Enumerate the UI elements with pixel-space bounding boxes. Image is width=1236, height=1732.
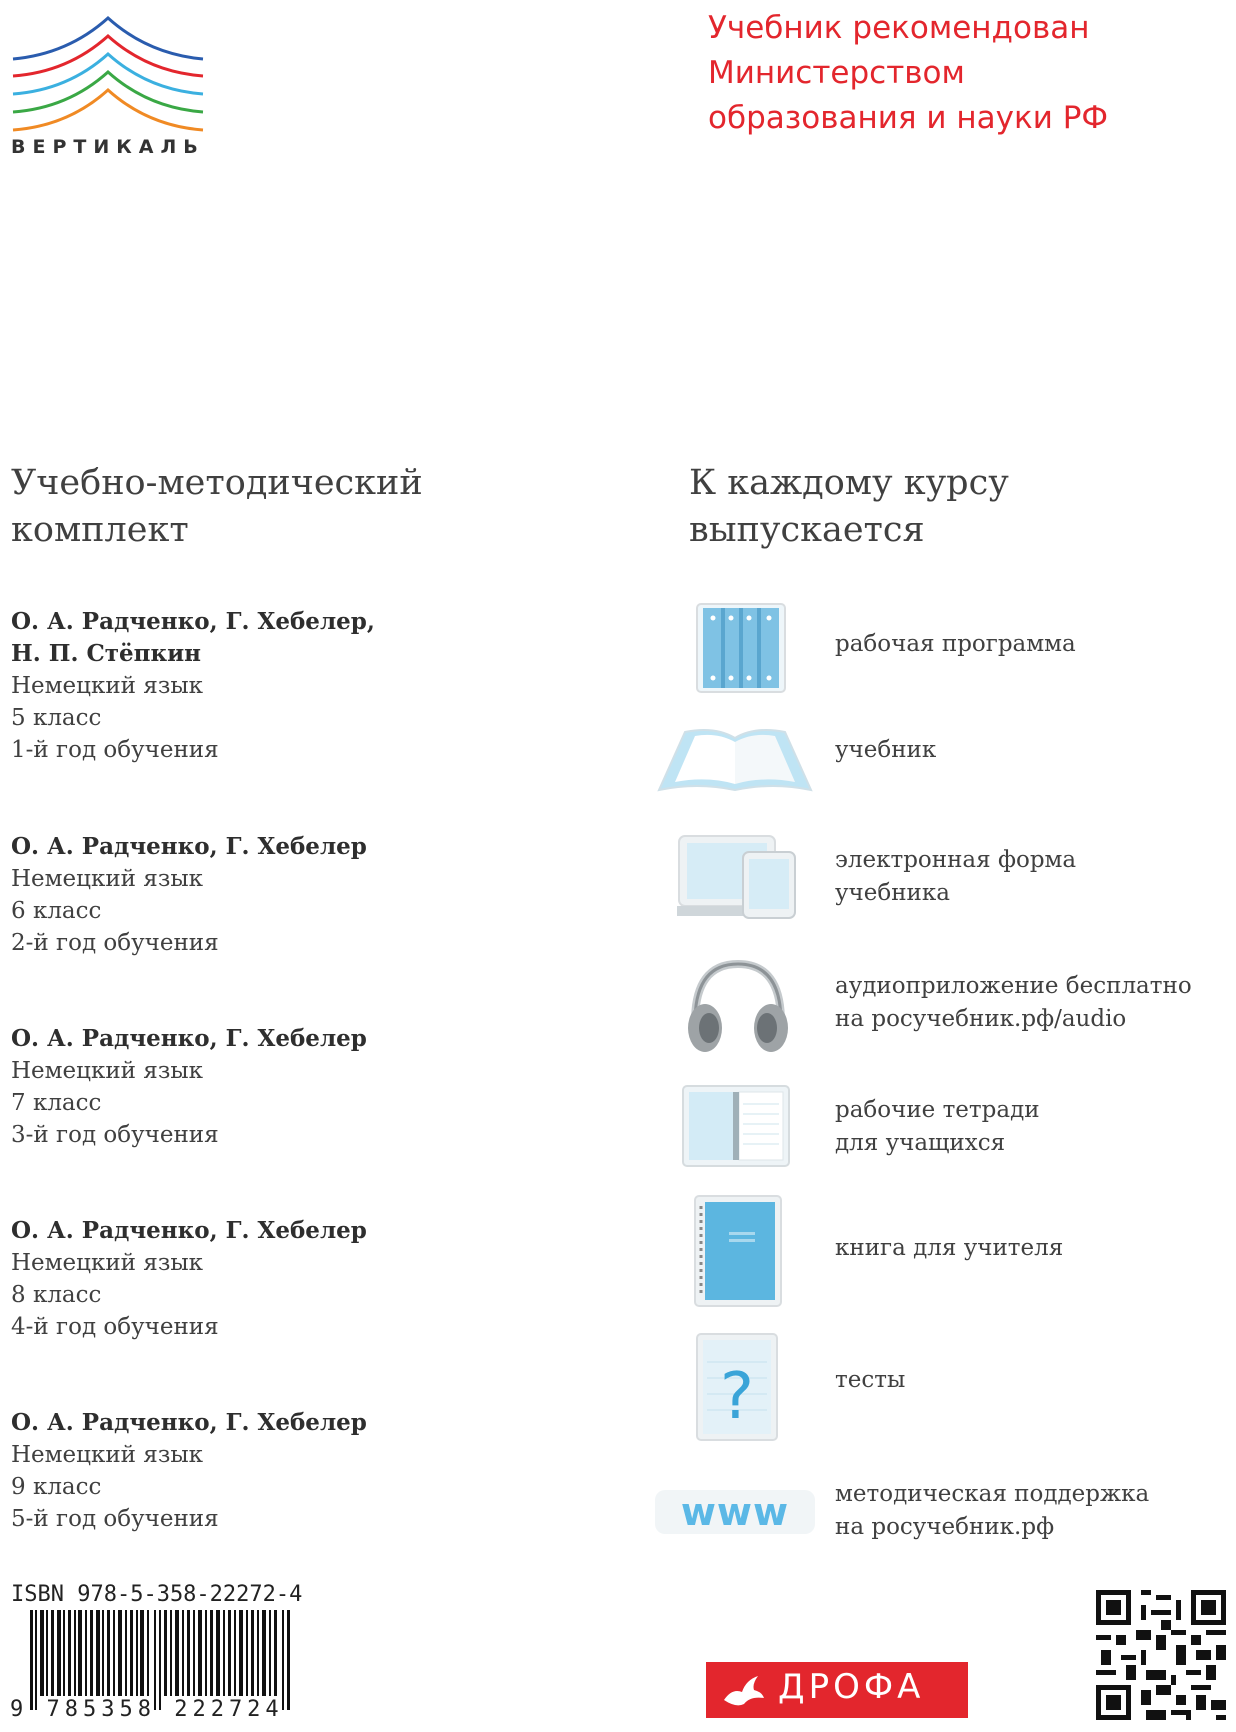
course-subject: Немецкий язык: [11, 1058, 204, 1084]
headphones-icon: [685, 958, 791, 1056]
component-label: [835, 1094, 1040, 1160]
course-authors: О. А. Радченко, Г. Хебелер: [11, 1025, 367, 1052]
course-year: 4-й год обучения: [11, 1314, 219, 1340]
component-textbook: [655, 718, 1215, 798]
component-label-line: методическая поддержка: [835, 1481, 1150, 1507]
isbn-text: ISBN 978-5-358-22272-4: [11, 1582, 303, 1607]
umk-heading: [11, 460, 423, 554]
component-label: [835, 628, 1076, 661]
notebook-icon: [693, 1194, 783, 1308]
umk-heading-line: Учебно-методический: [11, 463, 423, 503]
course-subject: Немецкий язык: [11, 673, 204, 699]
barcode-icon: [30, 1610, 292, 1710]
course-item-grade-6: [11, 831, 611, 959]
component-label-line: учебник: [835, 737, 937, 763]
component-work-program: [655, 598, 1215, 694]
open-book-icon: [655, 724, 815, 796]
component-audio: [655, 956, 1215, 1056]
component-label-line: для учащихся: [835, 1130, 1006, 1156]
publisher-name: ДРОФА: [778, 1667, 925, 1707]
logo-waves-icon: [8, 14, 208, 144]
course-authors: Н. П. Стёпкин: [11, 640, 202, 667]
binder-icon: [695, 602, 787, 694]
course-subject: Немецкий язык: [11, 866, 204, 892]
components-heading-line: К каждому курсу: [689, 463, 1009, 503]
component-label-line: рабочая программа: [835, 631, 1076, 657]
umk-heading-line: комплект: [11, 510, 189, 550]
component-label: [835, 1232, 1063, 1265]
component-label: [835, 1364, 905, 1397]
svg-text:?: ?: [720, 1360, 754, 1434]
component-label: [835, 1478, 1149, 1544]
component-label-line: электронная форма: [835, 847, 1077, 873]
component-teacher-book: [655, 1192, 1215, 1310]
component-tests: [655, 1330, 1215, 1444]
component-label-line: рабочие тетради: [835, 1097, 1040, 1123]
course-item-grade-5: [11, 606, 611, 766]
course-grade: 5 класс: [11, 705, 102, 731]
component-workbooks: [655, 1082, 1215, 1172]
course-grade: 6 класс: [11, 898, 102, 924]
component-label-line: аудиоприложение бесплатно: [835, 973, 1192, 999]
course-subject: Немецкий язык: [11, 1250, 204, 1276]
component-label: [835, 734, 936, 767]
course-authors: О. А. Радченко, Г. Хебелер: [11, 1217, 367, 1244]
course-grade: 8 класс: [11, 1282, 102, 1308]
course-item-grade-9: [11, 1407, 611, 1535]
recommendation-line: образования и науки РФ: [708, 100, 1109, 136]
recommendation-line: Учебник рекомендован: [708, 10, 1090, 46]
publisher-logo: [8, 14, 208, 164]
publisher-badge: [706, 1662, 968, 1718]
course-item-grade-8: [11, 1215, 611, 1343]
component-label-line: тесты: [835, 1367, 906, 1393]
bird-logo-icon: [720, 1670, 766, 1710]
question-icon: [695, 1332, 779, 1442]
logo-text: ВЕРТИКАЛЬ: [11, 136, 205, 158]
workbook-icon: [681, 1084, 791, 1168]
component-electronic-form: [655, 830, 1215, 926]
course-grade: 7 класс: [11, 1090, 102, 1116]
course-subject: Немецкий язык: [11, 1442, 204, 1468]
course-authors: О. А. Радченко, Г. Хебелер: [11, 833, 367, 860]
devices-icon: [677, 834, 799, 922]
course-year: 1-й год обучения: [11, 737, 219, 763]
components-heading-line: выпускается: [689, 510, 925, 550]
course-year: 5-й год обучения: [11, 1506, 219, 1532]
component-label-line: на росучебник.рф: [835, 1514, 1055, 1540]
course-authors: О. А. Радченко, Г. Хебелер,: [11, 608, 375, 635]
components-heading: [689, 460, 1009, 554]
course-grade: 9 класс: [11, 1474, 102, 1500]
component-label: [835, 844, 1076, 910]
recommendation-line: Министерством: [708, 55, 965, 91]
www-icon: www: [655, 1490, 815, 1534]
component-label-line: на росучебник.рф/audio: [835, 1006, 1127, 1032]
component-methodical-support: [655, 1468, 1215, 1548]
course-year: 3-й год обучения: [11, 1122, 219, 1148]
course-authors: О. А. Радченко, Г. Хебелер: [11, 1409, 367, 1436]
component-label: [835, 970, 1192, 1036]
qr-code-icon: [1096, 1590, 1226, 1720]
barcode-digits: 9 785358 222724: [10, 1697, 284, 1722]
course-item-grade-7: [11, 1023, 611, 1151]
component-label-line: книга для учителя: [835, 1235, 1064, 1261]
component-label-line: учебника: [835, 880, 950, 906]
recommendation-text: [708, 6, 1208, 141]
course-year: 2-й год обучения: [11, 930, 219, 956]
